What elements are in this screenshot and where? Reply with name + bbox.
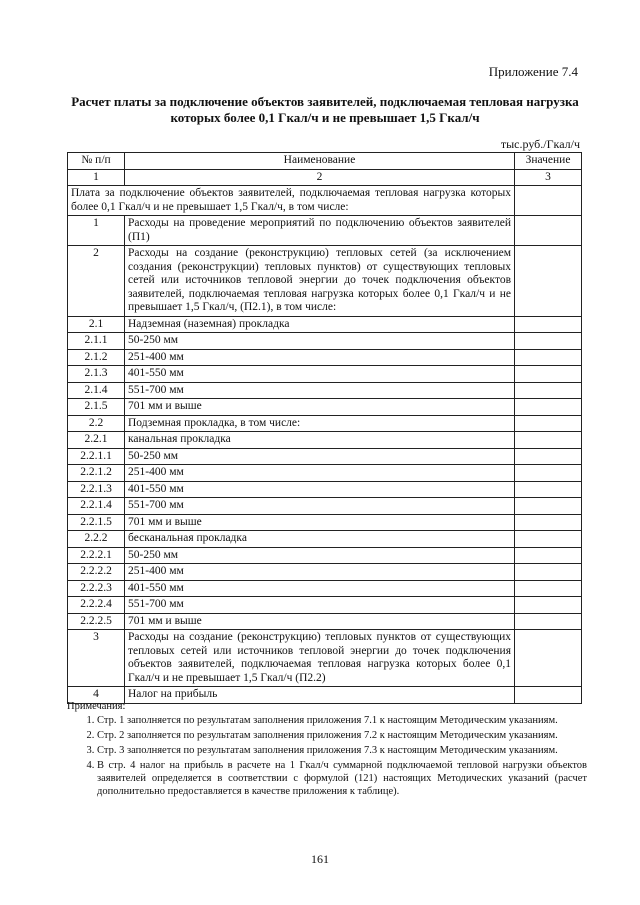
row-name: 401-550 мм xyxy=(125,481,515,498)
row-number: 2.2 xyxy=(68,415,125,432)
row-name: 251-400 мм xyxy=(125,564,515,581)
table-row xyxy=(68,597,582,614)
row-name: канальная прокладка xyxy=(125,432,515,449)
row-number: 2.1.5 xyxy=(68,399,125,416)
table-row xyxy=(68,630,582,687)
row-value xyxy=(515,597,582,614)
row-number: 2.1.3 xyxy=(68,366,125,383)
row-value xyxy=(515,399,582,416)
row-value xyxy=(515,531,582,548)
row-value xyxy=(515,547,582,564)
row-name: 251-400 мм xyxy=(125,465,515,482)
table-row xyxy=(68,465,582,482)
row-number: 2.2.1 xyxy=(68,432,125,449)
title-line-2: которых более 0,1 Гкал/ч и не превышает 1,5 Гкал/ч xyxy=(170,110,480,125)
row-value xyxy=(515,316,582,333)
table-intro-value xyxy=(515,186,582,216)
table-intro-row xyxy=(68,186,582,216)
table-row xyxy=(68,448,582,465)
row-number: 2.2.1.4 xyxy=(68,498,125,515)
row-name: 701 мм и выше xyxy=(125,514,515,531)
row-value xyxy=(515,366,582,383)
row-name: 701 мм и выше xyxy=(125,399,515,416)
row-name: 50-250 мм xyxy=(125,547,515,564)
row-number: 3 xyxy=(68,630,125,687)
row-name: 551-700 мм xyxy=(125,498,515,515)
row-number: 2.1.2 xyxy=(68,349,125,366)
row-number: 4 xyxy=(68,687,125,704)
row-name: 251-400 мм xyxy=(125,349,515,366)
table-row xyxy=(68,316,582,333)
row-number: 1 xyxy=(68,216,125,246)
header-num: № п/п xyxy=(68,153,125,170)
row-number: 2.2.1.3 xyxy=(68,481,125,498)
table-header-row xyxy=(68,153,582,170)
note-item: 4. В стр. 4 налог на прибыль в расчете на 1 Гкал/ч суммарной подключаемой тепловой нагрузки объектов заявителей определяется в соответствии с формулой (121) настоящих Методических указаний (расчет дополнительно предоставляется в качестве приложения к таблице). xyxy=(97,759,587,798)
notes-list xyxy=(67,714,587,798)
appendix-label: Приложение 7.4 xyxy=(488,64,578,79)
table-row xyxy=(68,415,582,432)
row-number: 2.2.2.3 xyxy=(68,580,125,597)
table-row xyxy=(68,613,582,630)
row-number: 2.2.1.5 xyxy=(68,514,125,531)
table-intro-text: Плата за подключение объектов заявителей, подключаемая тепловая нагрузка которых более 0,1 Гкал/ч и не превышает 1,5 Гкал/ч, в том числе: xyxy=(68,186,515,216)
row-value xyxy=(515,514,582,531)
row-name: Расходы на создание (реконструкцию) тепловых пунктов от существующих тепловых сетей или источников тепловой энергии до точек подключения объектов заявителей, подключаемая тепловая нагрузка которых более 0,1 Гкал/ч и не превышает 1,5 Гкал/ч (П2.2) xyxy=(125,630,515,687)
row-value xyxy=(515,382,582,399)
row-number: 2.1 xyxy=(68,316,125,333)
table-row xyxy=(68,547,582,564)
notes-section xyxy=(67,700,587,800)
title-line-1: Расчет платы за подключение объектов заявителей, подключаемая тепловая нагрузка xyxy=(71,94,579,109)
row-name: Расходы на проведение мероприятий по подключению объектов заявителей (П1) xyxy=(125,216,515,246)
units-label: тыс.руб./Гкал/ч xyxy=(500,137,580,151)
table-row xyxy=(68,498,582,515)
row-value xyxy=(515,564,582,581)
table-row xyxy=(68,382,582,399)
row-name: Расходы на создание (реконструкцию) тепловых сетей (за исключением создания (реконструкции) тепловых пунктов) от существующих тепловых сетей или источников тепловой энергии до точек подключения объектов заявителей, подключаемая тепловая нагрузка которых более 0,1 Гкал/ч и не превышает 1,5 Гкал/ч, (П2.1), в том числе: xyxy=(125,246,515,317)
table-row xyxy=(68,216,582,246)
row-number: 2.2.2.5 xyxy=(68,613,125,630)
row-value xyxy=(515,246,582,317)
row-number: 2.2.1.1 xyxy=(68,448,125,465)
row-value xyxy=(515,630,582,687)
column-number-2: 2 xyxy=(125,169,515,186)
note-item: 2. Стр. 2 заполняется по результатам заполнения приложения 7.2 к настоящим Методическим указаниям. xyxy=(97,729,587,742)
row-value xyxy=(515,432,582,449)
row-number: 2.2.1.2 xyxy=(68,465,125,482)
row-value xyxy=(515,216,582,246)
page-number: 161 xyxy=(311,852,329,866)
row-name: 401-550 мм xyxy=(125,366,515,383)
row-value xyxy=(515,333,582,350)
row-value xyxy=(515,465,582,482)
row-name: 701 мм и выше xyxy=(125,613,515,630)
header-name: Наименование xyxy=(125,153,515,170)
row-value xyxy=(515,481,582,498)
table-row xyxy=(68,349,582,366)
row-name: Налог на прибыль xyxy=(125,687,515,704)
table-row xyxy=(68,564,582,581)
row-name: 50-250 мм xyxy=(125,333,515,350)
column-number-1: 1 xyxy=(68,169,125,186)
row-name: Подземная прокладка, в том числе: xyxy=(125,415,515,432)
table-row xyxy=(68,333,582,350)
table-row xyxy=(68,432,582,449)
row-number: 2 xyxy=(68,246,125,317)
row-number: 2.1.4 xyxy=(68,382,125,399)
row-number: 2.2.2.2 xyxy=(68,564,125,581)
table-column-number-row xyxy=(68,169,582,186)
document-title xyxy=(60,94,590,126)
header-value: Значение xyxy=(515,153,582,170)
note-item: 3. Стр. 3 заполняется по результатам заполнения приложения 7.3 к настоящим Методическим указаниям. xyxy=(97,744,587,757)
table-row xyxy=(68,514,582,531)
row-name: Надземная (наземная) прокладка xyxy=(125,316,515,333)
row-value xyxy=(515,415,582,432)
row-value xyxy=(515,349,582,366)
row-name: бесканальная прокладка xyxy=(125,531,515,548)
note-item: 1. Стр. 1 заполняется по результатам заполнения приложения 7.1 к настоящим Методическим указаниям. xyxy=(97,714,587,727)
row-number: 2.1.1 xyxy=(68,333,125,350)
table-row xyxy=(68,246,582,317)
notes-title: Примечания: xyxy=(67,701,126,712)
row-value xyxy=(515,580,582,597)
table-row xyxy=(68,531,582,548)
row-value xyxy=(515,448,582,465)
row-name: 50-250 мм xyxy=(125,448,515,465)
table-row xyxy=(68,481,582,498)
row-name: 551-700 мм xyxy=(125,382,515,399)
table-row xyxy=(68,580,582,597)
calculation-table xyxy=(67,152,582,704)
column-number-3: 3 xyxy=(515,169,582,186)
table-row xyxy=(68,366,582,383)
row-number: 2.2.2.4 xyxy=(68,597,125,614)
row-value xyxy=(515,613,582,630)
table-row xyxy=(68,399,582,416)
row-value xyxy=(515,498,582,515)
row-number: 2.2.2.1 xyxy=(68,547,125,564)
row-number: 2.2.2 xyxy=(68,531,125,548)
row-name: 401-550 мм xyxy=(125,580,515,597)
row-name: 551-700 мм xyxy=(125,597,515,614)
